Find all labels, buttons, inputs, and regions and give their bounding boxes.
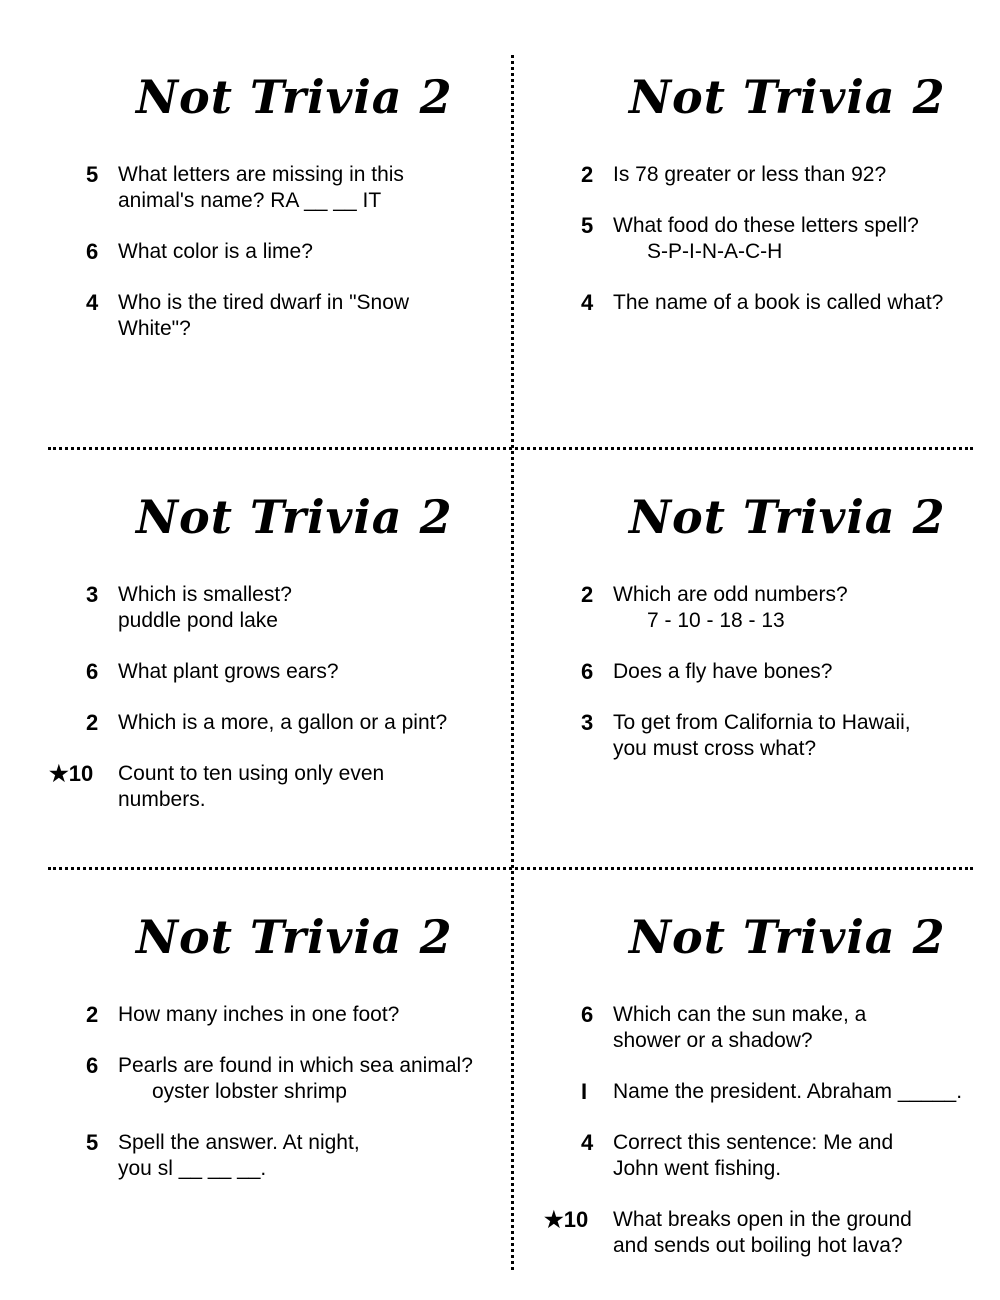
point-value: 6 — [86, 659, 99, 684]
question-text: What plant grows ears? — [118, 660, 339, 683]
question-text: Which can the sun make, a — [613, 1003, 867, 1026]
question-item — [547, 290, 987, 316]
point-value: 4 — [581, 1130, 594, 1155]
point-value: 5 — [581, 213, 594, 238]
point-value: ★10 — [49, 761, 94, 786]
point-value: 3 — [86, 582, 99, 607]
question-text-continued: you must cross what? — [613, 737, 817, 760]
question-text: What letters are missing in this — [118, 163, 404, 186]
question-text-continued: and sends out boiling hot lava? — [613, 1234, 903, 1257]
question-text: To get from California to Hawaii, — [613, 711, 911, 734]
answer-options: S-P-I-N-A-C-H — [647, 240, 783, 263]
horizontal-cut-line-1 — [48, 447, 973, 450]
question-text-continued: puddle pond lake — [118, 609, 278, 632]
answer-options: oyster lobster shrimp — [152, 1080, 347, 1103]
card-title: Not Trivia 2 — [629, 70, 946, 124]
point-value: 6 — [86, 1053, 99, 1078]
question-text: Which is a more, a gallon or a pint? — [118, 711, 448, 734]
point-value: 2 — [86, 710, 99, 735]
question-item — [547, 582, 987, 634]
point-value: 4 — [581, 290, 594, 315]
question-text: Count to ten using only even — [118, 762, 385, 785]
question-text-continued: shower or a shadow? — [613, 1029, 813, 1052]
question-text-continued: you sl __ __ __. — [118, 1157, 267, 1180]
horizontal-cut-line-2 — [48, 867, 973, 870]
point-value: 5 — [86, 162, 99, 187]
question-text: What color is a lime? — [118, 240, 313, 263]
point-value: 5 — [86, 1130, 99, 1155]
question-item — [547, 1002, 987, 1054]
answer-options: 7 - 10 - 18 - 13 — [647, 609, 785, 632]
question-item — [52, 290, 492, 342]
question-item — [547, 710, 987, 762]
vertical-cut-line — [511, 55, 514, 1270]
question-list — [52, 162, 492, 367]
card-title: Not Trivia 2 — [136, 70, 453, 124]
question-item — [49, 761, 492, 813]
question-text: Name the president. Abraham _____. — [613, 1080, 963, 1103]
question-item — [52, 162, 492, 214]
question-list — [544, 1002, 987, 1284]
question-item — [52, 710, 492, 736]
question-text: How many inches in one foot? — [118, 1003, 400, 1026]
question-item — [547, 659, 987, 685]
question-item — [544, 1207, 987, 1259]
question-item — [547, 1130, 987, 1182]
question-list — [49, 582, 492, 838]
question-item — [52, 239, 492, 265]
question-text: Correct this sentence: Me and — [613, 1131, 894, 1154]
question-text-continued: numbers. — [118, 788, 206, 811]
card-title: Not Trivia 2 — [136, 910, 453, 964]
question-item — [547, 162, 987, 188]
question-list — [52, 1002, 492, 1207]
question-text: Which is smallest? — [118, 583, 292, 606]
question-text: Pearls are found in which sea animal? — [118, 1054, 473, 1077]
card-title: Not Trivia 2 — [629, 910, 946, 964]
question-text: Spell the answer. At night, — [118, 1131, 360, 1154]
question-item — [52, 1002, 492, 1028]
point-value: 2 — [86, 1002, 99, 1027]
question-list — [547, 582, 987, 787]
question-text: The name of a book is called what? — [613, 291, 944, 314]
point-value: 6 — [581, 1002, 594, 1027]
question-text-continued: John went fishing. — [613, 1157, 782, 1180]
card-title: Not Trivia 2 — [136, 490, 453, 544]
point-value: 2 — [581, 162, 594, 187]
question-text: What food do these letters spell? — [613, 214, 919, 237]
question-text: Which are odd numbers? — [613, 583, 848, 606]
point-value: ★10 — [544, 1207, 589, 1232]
question-text-continued: White"? — [118, 317, 191, 340]
question-item — [52, 1053, 492, 1105]
question-list — [547, 162, 987, 341]
point-value: I — [581, 1079, 588, 1104]
point-value: 6 — [581, 659, 594, 684]
question-text: Does a fly have bones? — [613, 660, 833, 683]
question-text: Is 78 greater or less than 92? — [613, 163, 887, 186]
question-item — [547, 1079, 987, 1105]
point-value: 6 — [86, 239, 99, 264]
point-value: 3 — [581, 710, 594, 735]
question-text: Who is the tired dwarf in "Snow — [118, 291, 410, 314]
point-value: 2 — [581, 582, 594, 607]
question-text: What breaks open in the ground — [613, 1208, 912, 1231]
question-item — [547, 213, 987, 265]
card-title: Not Trivia 2 — [629, 490, 946, 544]
question-text-continued: animal's name? RA __ __ IT — [118, 189, 382, 212]
question-item — [52, 659, 492, 685]
point-value: 4 — [86, 290, 99, 315]
question-item — [52, 1130, 492, 1182]
question-item — [52, 582, 492, 634]
